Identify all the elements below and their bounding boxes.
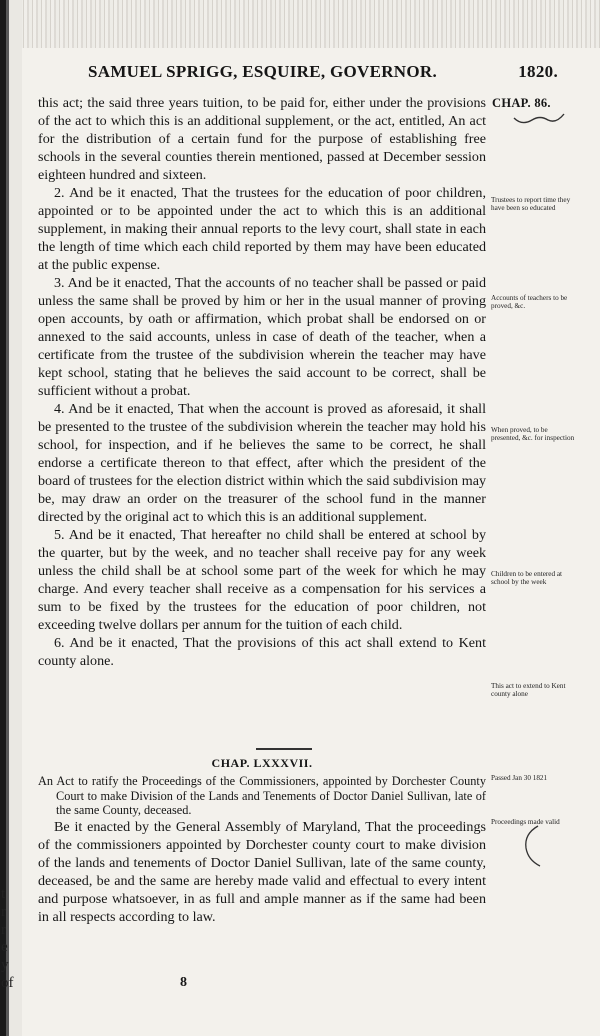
marginal-note-proceedings: Proceedings made valid [491, 818, 560, 826]
section-5: 5. And be it enacted, That hereafter no child shall be entered at school by the quarter, but by the week, and no teacher shall receive pay for any week unless the child shall be at school some part of the week for which he may charge. And every teacher shall receive as a compensation for his services a sum to be fixed by the trustees for the education of poor children, not exceeding twelve dollars per annum for the tuition of each child. [38, 527, 486, 633]
enactment-text [38, 818, 486, 926]
running-header-title: SAMUEL SPRIGG, ESQUIRE, GOVERNOR. [88, 62, 438, 81]
section-3: 3. And be it enacted, That the accounts of no teacher shall be passed or paid unless the same shall be proved by him or her in the usual manner of proving open accounts, by oath or affirmation, which probat shall be endorsed on or annexed to the said accounts, unless in case of death of the teacher, when a certificate from the trustee of the subdivision wherein the teacher may have kept school, stating that he believes the said account to be correct, shall be sufficient without a probat. [38, 275, 486, 399]
margin-chapter-number: CHAP. 86. [492, 96, 551, 110]
marginal-note-kent: This act to extend to Kent county alone [491, 682, 566, 698]
marginal-note-accounts: Accounts of teachers to be proved, &c. [491, 294, 568, 310]
marginal-note-week: Children to be entered at school by the week [491, 570, 563, 586]
section-continuation: this act; the said three years tuition, to be paid for, either under the provisions of the act to which this is an additional supplement, or the act, entitled, An act for the distribution of a certain fund for the purpose of establishing free schools in the several counties therein mentioned, passed at December session eighteen hundred and sixteen. [38, 95, 486, 183]
scan-left-edge [0, 0, 22, 1036]
handwritten-bracket-mark [518, 822, 544, 870]
running-header-year: 1820. [518, 62, 558, 81]
section-4: 4. And be it enacted, That when the account is proved as aforesaid, it shall be presented to the trustee of the subdivision wherein the teacher may hold his school, for inspection, and if he believes the same to be correct, he shall endorse a certificate thereon to that effect, after which the president of the board of trustees for the election district within which the said subdivision may be, may draw an order on the treasurer of the school fund in the manner directed by the original act to which this is an additional supplement. [38, 401, 486, 525]
handwritten-pen-mark [508, 100, 568, 130]
marginal-note-inspection: When proved, to be presented, &c. for inspection [491, 426, 575, 442]
chapter-separator [256, 748, 312, 750]
section-2: 2. And be it enacted, That the trustees for the education of poor children, appointed or to be appointed under the act to which this is an additional supplement, in making their annual reports to the levy court, shall state in each the length of time which each child reported by them may have been educated at the public expense. [38, 185, 486, 273]
enactment-paragraph: Be it enacted by the General Assembly of Maryland, That the proceedings of the commissioners appointed by Dorchester county court to make division of the lands and tenements of Doctor Daniel Sullivan, late of the same county, deceased, be and the same are hereby made valid and effectual to every intent and purpose whatsoever, in as full and ample manner as if the same had been in all respects according to law. [38, 819, 486, 925]
adjacent-page-fragment: t r r e y of [1, 886, 14, 991]
running-header [88, 62, 558, 86]
statute-text [38, 94, 486, 670]
section-6: 6. And be it enacted, That the provisions of this act shall extend to Kent county alone. [38, 635, 486, 669]
chapter-heading: CHAP. LXXXVII. [211, 756, 313, 770]
marginal-note-trustees: Trustees to report time they have been so educated [491, 196, 571, 212]
page-folio: 8 [180, 975, 187, 990]
marginal-note-passed: Passed Jan 30 1821 [491, 774, 548, 782]
act-title [38, 774, 486, 818]
scan-noise-top [0, 0, 600, 48]
act-title-text: An Act to ratify the Proceedings of the Commissioners, appointed by Dorchester County Court to make Division of the Lands and Tenements of Doctor Daniel Sullivan, late of the same County, deceased. [38, 774, 486, 817]
